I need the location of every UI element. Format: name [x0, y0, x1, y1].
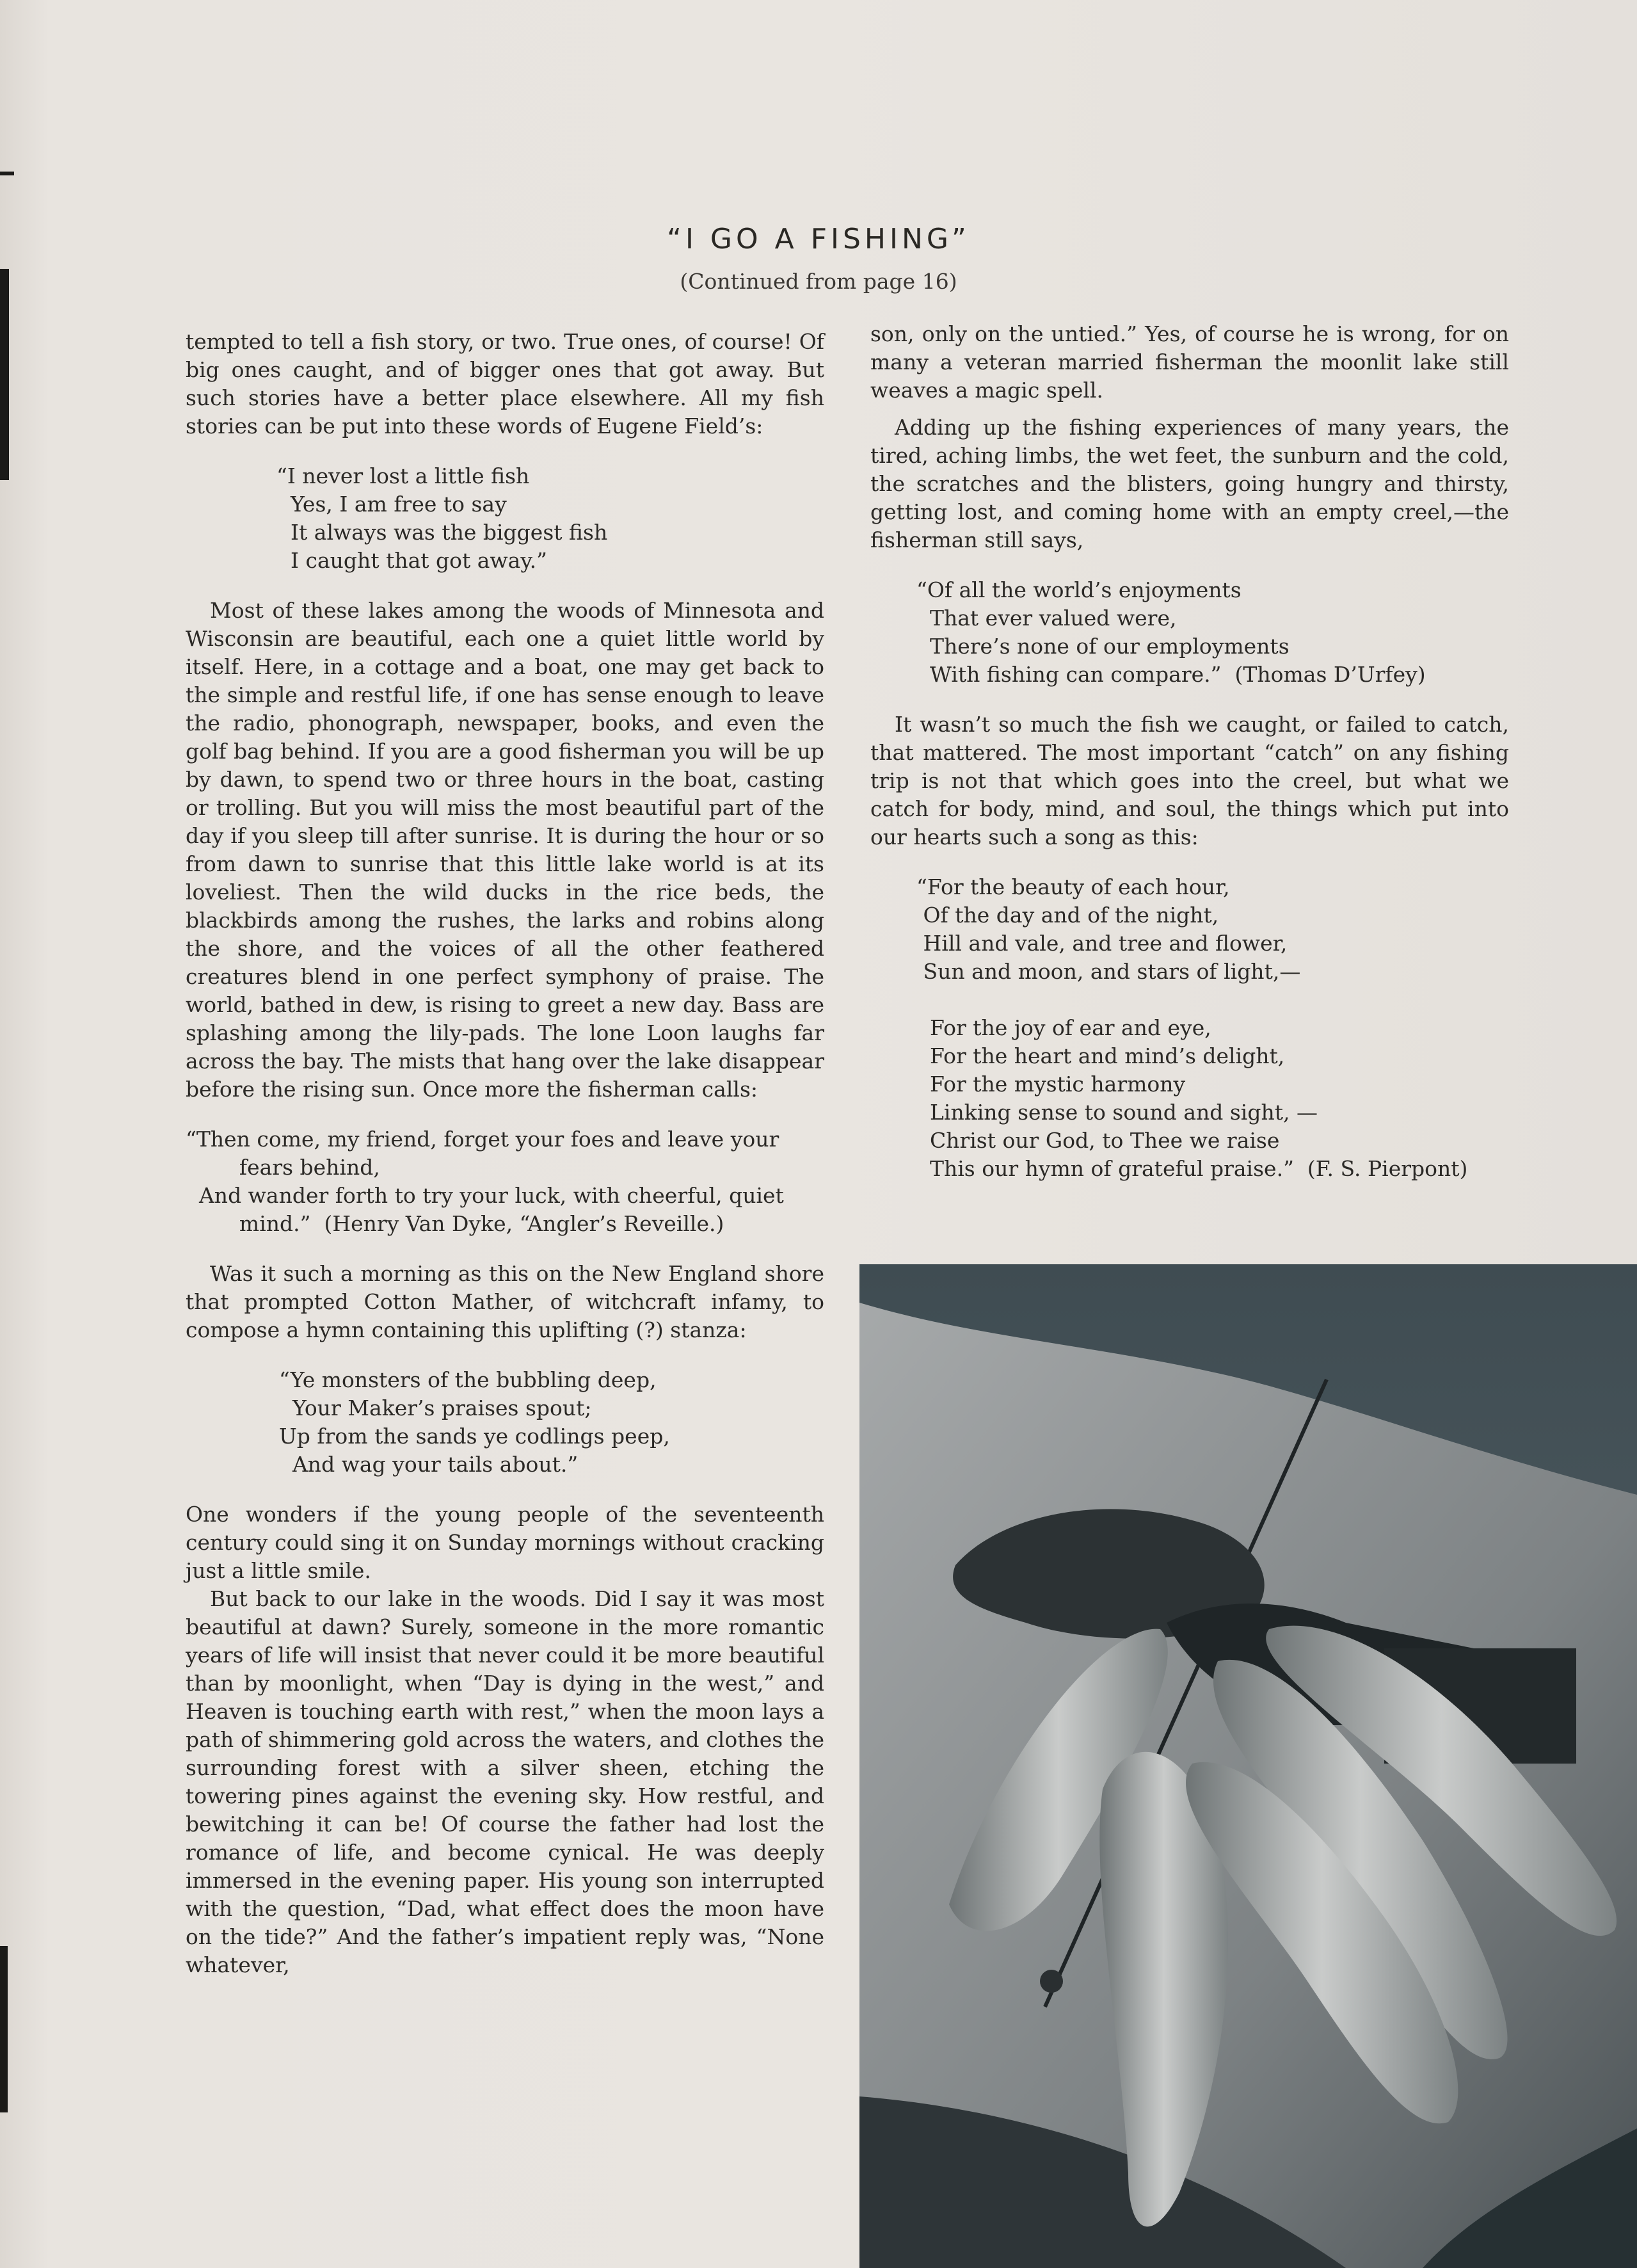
verse-block	[276, 462, 824, 575]
paragraph: Was it such a morning as this on the New England shore that prompted Cotton Mather, of witchcraft infamy, to compose a hymn containing this uplifting (?) stanza:	[186, 1261, 824, 1342]
verse-line: It always was the biggest fish	[291, 520, 608, 545]
verse-line: Of the day and of the night,	[916, 903, 1219, 928]
binding-mark	[0, 172, 14, 175]
paragraph: Adding up the fishing experiences of many years, the tired, aching limbs, the wet feet, the sunburn and the cold, the scratches and the blisters, going hungry and thirsty, getting lost, and coming home with an empty creel,—the fisherman still says,	[870, 415, 1509, 552]
verse-line: I caught that got away.”	[291, 548, 547, 573]
paragraph: tempted to tell a fish story, or two. True ones, of course! Of big ones caught, and of bigger ones that got away. But such stories have a better place elsewhere. All my fish stories can be put into these words of Eugene Field’s:	[186, 329, 824, 438]
binding-mark	[0, 269, 9, 480]
verse-line: fears behind,	[186, 1155, 380, 1180]
verse-line: And wander forth to try your luck, with cheerful, quiet	[186, 1183, 784, 1208]
paragraph: But back to our lake in the woods. Did I say it was most beautiful at dawn? Surely, someone in the more romantic years of life will insist that never could it be more beautiful than by moonlight, when “Day is dying in the west,” and Heaven is touching earth with rest,” when the moon lays a path of shimmering gold across the waters, and clothes the surrounding forest with a silver sheen, etching the towering pines against the evening sky. How restful, and bewitching it can be! Of course the father had lost the romance of life, and become cynical. He was deeply immersed in the evening paper. His young son interrupted with the question, “Dad, what effect does the moon have on the tide?” And the father’s impatient reply was, “None whatever,	[186, 1586, 824, 1977]
fishing-catch-photo	[859, 1264, 1637, 2268]
paragraph: One wonders if the young people of the seventeenth century could sing it on Sunday mornings without cracking just a little smile.	[186, 1502, 824, 1583]
verse-line: For the mystic harmony	[916, 1072, 1186, 1097]
right-column	[870, 320, 1509, 1183]
article-subtitle: (Continued from page 16)	[680, 269, 957, 294]
verse-line: Your Maker’s praises spout;	[279, 1395, 592, 1420]
left-column	[186, 328, 824, 1979]
verse-line: Yes, I am free to say	[291, 492, 507, 517]
verse-line: mind.” (Henry Van Dyke, “Angler’s Reveille.)	[186, 1211, 724, 1236]
verse-line: “Then come, my friend, forget your foes and leave your	[186, 1127, 779, 1152]
verse-line: “Of all the world’s enjoyments	[916, 577, 1242, 602]
verse-block	[186, 1125, 824, 1238]
verse-line: This our hymn of grateful praise.” (F. S. Pierpont)	[916, 1156, 1468, 1181]
paragraph: Most of these lakes among the woods of Minnesota and Wisconsin are beautiful, each one a quiet little world by itself. Here, in a cottage and a boat, one may get back to the simple and restful life, if one has sense enough to leave the radio, phonograph, newspaper, books, and even the golf bag behind. If you are a good fisherman you will be up by dawn, to spend two or three hours in the boat, casting or trolling. But you will miss the most beautiful part of the day if you sleep till after sunrise. It is during the hour or so from dawn to sunrise that this little lake world is at its loveliest. Then the wild ducks in the rice beds, the blackbirds among the rushes, the larks and robins along the shore, and the voices of all the other feathered creatures blend in one perfect symphony of praise. The world, bathed in dew, is rising to greet a new day. Bass are splashing among the lily-pads. The lone Loon laughs far across the bay. The mists that hang over the lake disappear before the rising sun. Once more the fisherman calls:	[186, 598, 824, 1102]
verse-line: Sun and moon, and stars of light,—	[916, 959, 1301, 984]
verse-line: With fishing can compare.” (Thomas D’Urfey)	[916, 662, 1426, 687]
verse-line: Linking sense to sound and sight, —	[916, 1100, 1318, 1125]
verse-line: Christ our God, to Thee we raise	[916, 1128, 1280, 1153]
verse-block	[916, 576, 1509, 689]
verse-line: For the heart and mind’s delight,	[916, 1043, 1285, 1068]
binding-mark	[0, 1946, 8, 2112]
verse-line: That ever valued were,	[916, 606, 1177, 631]
article-title: “I GO A FISHING”	[667, 223, 970, 255]
verse-line: And wag your tails about.”	[279, 1452, 579, 1477]
verse-line	[916, 986, 1509, 1014]
verse-line: “I never lost a little fish	[276, 463, 530, 488]
verse-line: For the joy of ear and eye,	[916, 1015, 1211, 1040]
verse-block	[916, 873, 1509, 1183]
fishing-reel	[1040, 1970, 1063, 1993]
paragraph: son, only on the untied.” Yes, of course he is wrong, for on many a veteran married fisherman the moonlit lake still weaves a magic spell.	[870, 321, 1509, 403]
photo-illustration	[859, 1264, 1637, 2268]
verse-line: Hill and vale, and tree and flower,	[916, 931, 1288, 956]
paragraph: It wasn’t so much the fish we caught, or failed to catch, that mattered. The most important “catch” on any fishing trip is not that which goes into the creel, but what we catch for body, mind, and soul, the things which put into our hearts such a song as this:	[870, 712, 1509, 849]
verse-line: “Ye monsters of the bubbling deep,	[279, 1367, 657, 1392]
verse-line: There’s none of our employments	[916, 634, 1290, 659]
verse-block	[279, 1366, 824, 1479]
verse-line: “For the beauty of each hour,	[916, 874, 1230, 899]
verse-line: Up from the sands ye codlings peep,	[279, 1424, 670, 1449]
